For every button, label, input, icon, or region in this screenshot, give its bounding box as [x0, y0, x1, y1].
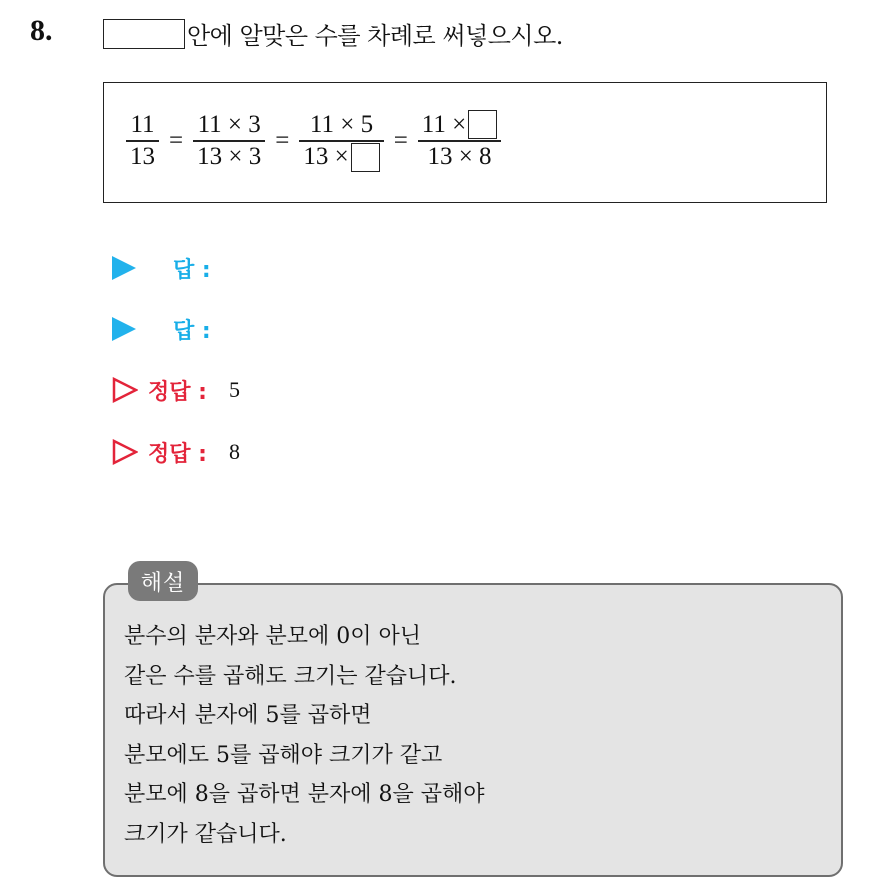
explanation-line: 분수의 분자와 분모에 0이 아닌 — [124, 624, 421, 649]
fraction-1-numerator: 11 — [130, 110, 155, 138]
fraction-4-denominator: 13 × 8 — [427, 143, 492, 170]
correct-answer-row-2 — [112, 436, 240, 468]
answer-row-2 — [112, 313, 211, 345]
blank-square-1[interactable] — [351, 143, 380, 172]
equals-sign: = — [393, 126, 408, 154]
equation-box — [103, 82, 827, 203]
question-number: 8. — [30, 14, 53, 47]
fraction-4 — [418, 109, 501, 173]
fraction-4-numerator — [418, 109, 501, 140]
play-triangle-icon — [112, 317, 136, 341]
correct-answer-row-1 — [112, 374, 240, 406]
fraction-3-numerator: 11 × 5 — [309, 110, 374, 138]
correct-answer-label: 정답 : — [148, 379, 207, 405]
fraction-4-numerator-text: 11 × — [421, 110, 467, 138]
correct-answer-value: 8 — [228, 439, 240, 464]
blank-square-2[interactable] — [468, 110, 497, 139]
equals-sign: = — [275, 126, 290, 154]
answer-blank-box — [103, 19, 185, 49]
fraction-1-denominator: 13 — [130, 143, 155, 170]
correct-answer-value: 5 — [228, 377, 240, 402]
question-instruction — [103, 16, 563, 51]
play-triangle-icon — [112, 256, 136, 280]
answer-label: 답 : — [173, 318, 211, 344]
equals-sign: = — [169, 126, 184, 154]
fraction-equation — [126, 109, 501, 173]
explanation-text — [124, 617, 485, 854]
explanation-line: 크기가 같습니다. — [124, 821, 287, 847]
outline-triangle-icon — [112, 439, 138, 465]
fraction-2-numerator: 11 × 3 — [197, 110, 261, 138]
explanation-line: 분모에 8을 곱하면 분자에 8을 곱해야 — [124, 782, 485, 807]
fraction-1 — [126, 109, 159, 173]
answer-label: 답 : — [173, 257, 211, 283]
correct-answer-label: 정답 : — [148, 441, 207, 467]
fraction-3-denominator-text: 13 × — [303, 143, 349, 170]
fraction-3 — [299, 109, 383, 173]
explanation-line: 따라서 분자에 5를 곱하면 — [124, 703, 372, 728]
fraction-2 — [193, 109, 265, 173]
fraction-2-denominator: 13 × 3 — [197, 143, 262, 170]
fraction-3-denominator — [299, 142, 383, 173]
explanation-title: 해설 — [128, 561, 198, 601]
instruction-text: 안에 알맞은 수를 차례로 써넣으시오. — [187, 22, 563, 50]
answer-row-1 — [112, 252, 211, 284]
explanation-line: 분모에도 5를 곱해야 크기가 같고 — [124, 742, 443, 768]
explanation-line: 같은 수를 곱해도 크기는 같습니다. — [124, 663, 457, 689]
outline-triangle-icon — [112, 377, 138, 403]
